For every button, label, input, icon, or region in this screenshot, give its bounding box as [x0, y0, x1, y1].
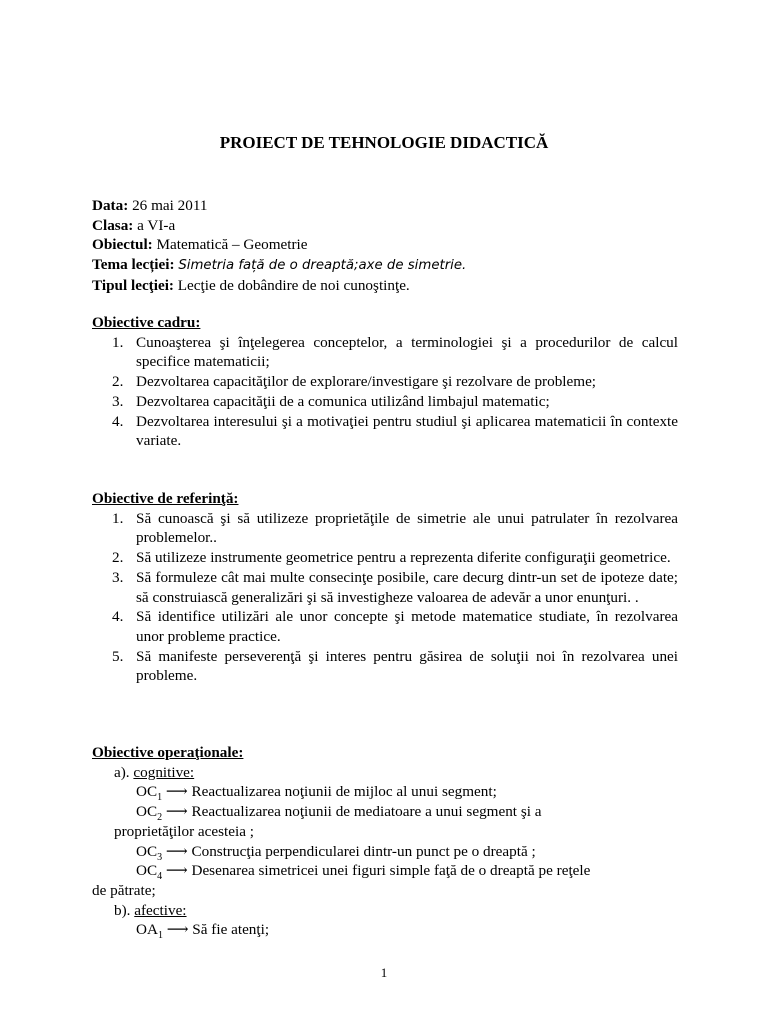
list-item: 2. Dezvoltarea capacităţilor de explorare/investigare şi rezolvare de probleme; — [112, 373, 597, 391]
obiective-cadru-section — [92, 313, 678, 451]
obiective-referinta-heading: Obiective de referinţă: — [92, 490, 239, 507]
document-title: PROIECT DE TEHNOLOGIE DIDACTICĂ — [219, 133, 549, 152]
list-item: 4. Dezvoltarea interesului şi a motivaţiei pentru studiul şi aplicarea matematicii în contexte variate. — [112, 412, 678, 450]
meta-obiect-row: Obiectul: Matematică – Geometrie — [92, 236, 308, 254]
meta-tip-row: Tipul lecţiei: Lecţie de dobândire de noi cunoştinţe. — [92, 276, 410, 294]
oc4-continuation: de pătrate; — [92, 881, 156, 899]
afective-subheading: b). afective: — [114, 901, 187, 919]
oc3-line: $OC_3$ ⟶ Construcţia perpendicularei dintr-un punct pe o dreaptă ; — [136, 842, 536, 863]
page-number: 1 — [380, 965, 388, 980]
oc4-line: $OC_4$ ⟶ Desenarea simetricei unei figuri simple faţă de o dreaptă pe reţele — [136, 862, 591, 883]
list-item: 3. Dezvoltarea capacităţii de a comunica utilizând limbajul matematic; — [112, 392, 550, 410]
list-item: 1. Cunoaşterea şi înţelegerea conceptelor, a terminologiei şi a procedurilor de calcul specifice matematicii; — [112, 333, 678, 371]
obiective-referinta-list — [92, 509, 678, 686]
list-item: 1. Să cunoască şi să utilizeze proprietăţile de simetrie ale unui patrulater în rezolvarea problemelor.. — [112, 509, 678, 547]
list-item: 4. Să identifice utilizări ale unor concepte şi metode matematice studiate, în rezolvarea unor probleme practice. — [112, 608, 678, 645]
obiective-operationale-heading: Obiective operaţionale: — [92, 744, 244, 761]
list-item: 2. Să utilizeze instrumente geometrice pentru a reprezenta diferite configuraţii geometrice. — [112, 549, 671, 567]
oc2-continuation: proprietăţilor acesteia ; — [114, 822, 254, 840]
obiective-cadru-heading: Obiective cadru: — [92, 314, 201, 331]
oa1-line: $OA_1$ ⟶ Să fie atenţi; — [136, 921, 270, 942]
meta-data-row: Data: 26 mai 2011 — [92, 197, 208, 214]
lesson-metadata — [92, 196, 682, 296]
meta-clasa-row: Clasa: a VI-a — [92, 216, 176, 234]
obiective-cadru-list — [92, 333, 678, 451]
list-item: 5. Să manifeste perseverenţă şi interes pentru găsirea de soluţii noi în rezolvarea unei probleme. — [112, 647, 678, 685]
list-item: 3. Să formuleze cât mai multe consecinţe posibile, care decurg dintr-un set de ipoteze date; să construiască generalizări şi să investigheze valoarea de adevăr a unor enunţuri. . — [112, 568, 678, 606]
cognitive-subheading: a). cognitive: — [114, 763, 195, 781]
obiective-operationale-section — [92, 743, 678, 940]
oc1-line: $OC_1$ ⟶ Reactualizarea noţiunii de mijloc al unui segment; — [136, 783, 497, 804]
obiective-referinta-section — [92, 489, 678, 686]
meta-tema-row: Tema lecției: Simetria față de o dreaptă;axe de simetrie. — [92, 256, 467, 274]
oc2-line: $OC_2$ ⟶ Reactualizarea noţiunii de mediatoare a unui segment şi a — [136, 803, 542, 824]
